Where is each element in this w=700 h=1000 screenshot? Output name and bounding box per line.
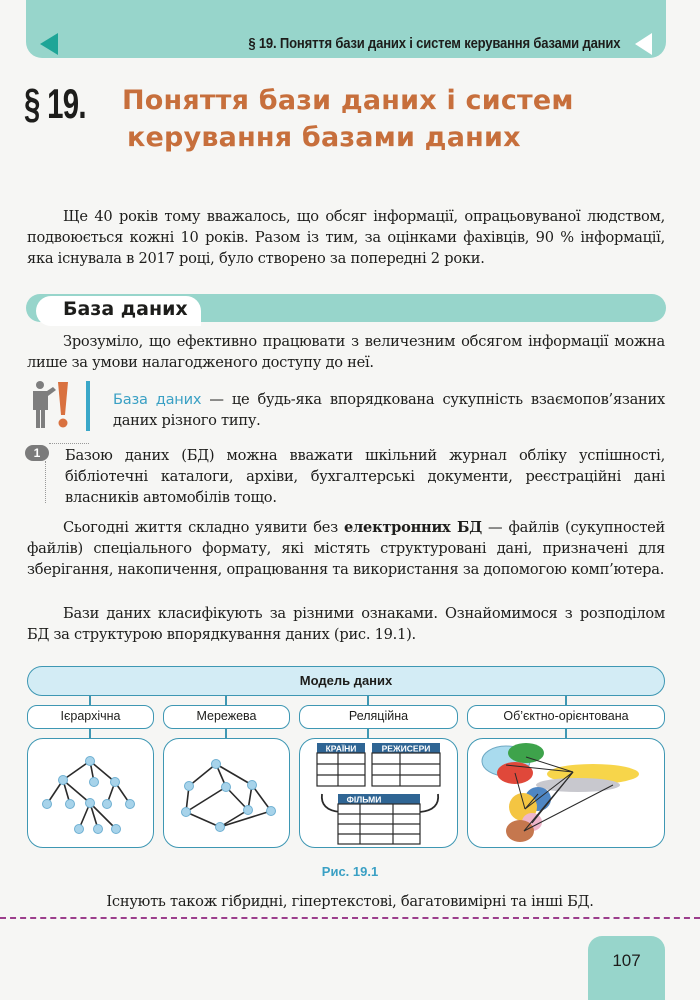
data-model-diagram — [27, 666, 667, 856]
note-paragraph: Базою даних (БД) можна вважати шкільний журнал обліку успішності, бібліотечні каталоги, архіви, бухгалтерські документи, реєстраційні дані власників автомобілів тощо. — [65, 447, 665, 506]
connector — [225, 729, 227, 738]
definition-term: База даних — [113, 391, 202, 408]
para2-before: Сьогодні життя складно уявити без — [63, 519, 344, 536]
relational-tables-icon — [300, 739, 459, 849]
section-title-line2: керування базами даних — [127, 122, 521, 153]
connector — [89, 729, 91, 738]
connector — [565, 729, 567, 738]
triangle-left-icon[interactable] — [40, 33, 58, 55]
connector — [367, 729, 369, 738]
para2-after: — файлів (сукупностей файлів) спеціального формату, які містять структуровані дані, призначені для зберігання, накопичення, опрацювання та використання за допомогою комп’ютера. — [27, 519, 666, 578]
category-object-oriented: Об’єктно-орієнтована — [467, 705, 665, 729]
connector — [89, 696, 91, 705]
important-person-icon — [28, 380, 76, 432]
triangle-left-white-icon[interactable] — [635, 33, 652, 55]
paragraph-classification — [27, 603, 665, 645]
category-network: Мережева — [163, 705, 290, 729]
section-title — [122, 82, 574, 156]
figure-caption: Рис. 19.1 — [321, 864, 379, 879]
note-dotline — [49, 443, 89, 444]
category-hierarchical: Ієрархічна — [27, 705, 154, 729]
subsection-title: База даних — [63, 298, 188, 320]
note-number-badge: 1 — [25, 445, 49, 461]
hierarchical-box — [27, 738, 154, 848]
connector — [225, 696, 227, 705]
object-clouds-icon — [468, 739, 666, 849]
network-graph-icon — [164, 739, 291, 849]
closing-paragraph: Існують також гібридні, гіпертекстові, багатовимірні та інші БД. — [106, 893, 594, 910]
definition-bar — [86, 381, 90, 431]
definition-text: — це будь-яка впорядкована сукупність взаємопов’язаних даних різного типу. — [113, 391, 665, 429]
connector — [367, 696, 369, 705]
relational-box — [299, 738, 458, 848]
running-title: § 19. Поняття бази даних і систем керування базами даних — [248, 36, 620, 52]
intro-text: Ще 40 років тому вважалось, що обсяг інформації, опрацьовуваної людством, подвоюється кожні 10 років. Разом із тим, за оцінками фахівців, 90 % інформації, яка існувала в 2017 році, було створено за попередні 2 роки. — [27, 208, 665, 267]
paragraph-access — [27, 331, 665, 373]
note-dotline-vertical — [45, 461, 46, 503]
object-oriented-box — [467, 738, 665, 848]
section-number: § 19. — [24, 80, 86, 127]
definition — [113, 389, 665, 431]
section-divider — [0, 917, 700, 919]
diagram-root: Модель даних — [27, 666, 665, 696]
section-title-line1: Поняття бази даних і систем — [122, 85, 574, 116]
para2-bold: електронних БД — [343, 519, 482, 536]
page-number: 107 — [612, 951, 641, 970]
paragraph-electronic-db — [27, 517, 665, 580]
category-relational: Реляційна — [299, 705, 458, 729]
table-films-label: ФІЛЬМИ — [346, 794, 382, 805]
network-box — [163, 738, 290, 848]
intro-paragraph — [27, 206, 665, 269]
connector — [565, 696, 567, 705]
para3-text: Бази даних класифікують за різними ознаками. Ознайомимося з розподілом БД за структурою впорядкування даних (рис. 19.1). — [27, 605, 665, 643]
tree-graph-icon — [28, 739, 155, 849]
paragraph-access-text: Зрозуміло, що ефективно працювати з величезним обсягом інформації можна лише за умови налагодженого доступу до неї. — [27, 333, 665, 371]
table-directors-label: РЕЖИСЕРИ — [381, 743, 431, 754]
table-countries-label: КРАЇНИ — [325, 743, 357, 754]
